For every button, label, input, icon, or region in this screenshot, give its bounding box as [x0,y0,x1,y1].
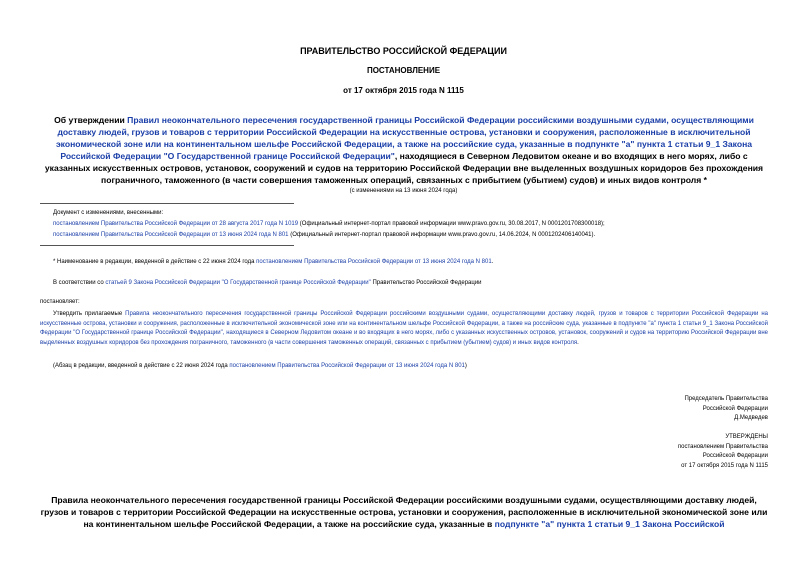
para-note-link[interactable]: постановлением Правительства Российской Федерации от 13 июня 2024 года N 801 [229,363,465,369]
para-note-text: (Абзац в редакции, введенной в действие с 22 июня 2024 года [53,363,230,369]
government-heading: ПРАВИТЕЛЬСТВО РОССИЙСКОЙ ФЕДЕРАЦИИ [300,46,507,56]
amendment-link-2017[interactable]: постановлением Правительства Российской Федерации от 28 августа 2017 года N 1019 [53,221,299,227]
amendment-item [53,219,773,230]
title-suffix: , находящиеся в Северном Ледовитом океане и во входящих в него морях, либо с указанных искусственных островов, установок, сооружений и судов на территорию Российской Федерации вне выделенных воздушных коридоров без прохождения пограничного, таможенного (в части совершения таможенных операций, связанных с прибытием (убытием) судов) и иных видов контроля * [44,151,764,185]
approved-rules-link[interactable]: Правила неокончательного пересечения государственной границы Российской Федерации российскими воздушными судами, осуществляющими доставку людей, грузов и товаров с территории Российской Федерации на искусственные острова, установки и сооружения, расположенные в исключительной экономической зоне или на континентальном шельфе Российской Федерации, а также на российские суда, указанные в подпункте "а" пункта 1 статьи 9_1 Закона Российской Федерации "О Государственной границе Российской Федерации", находящиеся в Северном Ледовитом океане и во входящих в него морях, либо с указанных искусственных островов, установок, сооружений и судов на территорию Российской Федерации вне выделенных воздушных коридоров без прохождения пограничного, таможенного (в части совершения таможенных операций, связанных с прибытием (убытием) судов) и иных видов контроля [40,311,768,346]
divider [40,245,294,246]
paragraph-edit-note [53,363,773,369]
approval-stamp [580,433,768,471]
document-type: ПОСТАНОВЛЕНИЕ [366,66,441,75]
title-prefix: Об утверждении [54,115,128,125]
footnote-text: * Наименование в редакции, введенной в действие с 22 июня 2024 года [53,259,257,265]
approved-line: Российской Федерации [702,453,768,459]
footnote-link[interactable]: постановлением Правительства Российской Федерации от 13 июня 2024 года N 801 [256,259,492,265]
footnote-end: . [491,259,494,265]
amendments-list [53,208,773,241]
amendment-source: (Официальный интернет-портал правовой информации www.pravo.gov.ru, 30.08.2017, N 0001201708300018); [298,221,605,227]
amendment-link-2024[interactable]: постановлением Правительства Российской Федерации от 13 июня 2024 года N 801 [53,232,289,238]
decree-body [40,310,768,348]
document-date-number: от 17 октября 2015 года N 1115 [343,86,464,95]
basis-end: Правительство Российской Федерации [370,280,482,286]
amendment-item [53,230,773,241]
rules-heading-text: Правила неокончательного пересечения государственной границы Российской Федерации российскими воздушными судами, осуществляющими доставку людей, грузов и товаров с территории Российской Федерации на искусственные острова, установки и сооружения, расположенные в исключительной экономической зоне или на континентальном шельфе Российской Федерации, а также на российские суда, указанные в [40,495,768,529]
decree-word: постановляет: [40,299,80,305]
body-text: Утвердить прилагаемые [53,311,126,317]
title-rules-link[interactable]: Правил неокончательного пересечения государственной границы Российской Федерации российскими воздушными судами, осуществляющими доставку людей, грузов и товаров с территории Российской Федерации на искусственные острова, установки и сооружения, расположенные в исключительной экономической зоне или на континентальном шельфе Российской Федерации, а также на российские суда, указанные в подпункте "а" пункта 1 статьи 9_1 Закона Российской Федерации "О Государственной границе Российской Федерации" [55,115,754,161]
approved-line: постановлением Правительства [677,443,768,450]
approved-line: УТВЕРЖДЕНЫ [725,434,768,440]
amendment-source: (Официальный интернет-портал правовой информации www.pravo.gov.ru, 14.06.2024, N 0001202406140041). [288,232,596,238]
rules-heading-link[interactable]: подпункте "а" пункта 1 статьи 9_1 Закона Российской [494,519,725,529]
divider [40,203,294,204]
signature-line: Российской Федерации [702,405,768,412]
basis-text: В соответствии со [53,280,106,286]
legal-basis [53,280,773,286]
approved-line: от 17 октября 2015 года N 1115 [681,462,768,469]
amendments-heading: Документ с изменениями, внесенными: [53,210,164,216]
document-title [40,114,768,186]
body-end: . [577,339,579,346]
signatory-name: Д.Медведев [734,415,768,421]
signature-line: Председатель Правительства [684,396,768,402]
amendment-note: (с изменениями на 13 июня 2024 года) [349,188,458,194]
signature-block [580,395,768,424]
para-note-end: ) [464,363,467,369]
title-footnote [53,259,773,265]
rules-heading [40,494,768,530]
law-article-link[interactable]: статьей 9 Закона Российской Федерации "О Государственной границе Российской Федерации" [105,280,371,286]
